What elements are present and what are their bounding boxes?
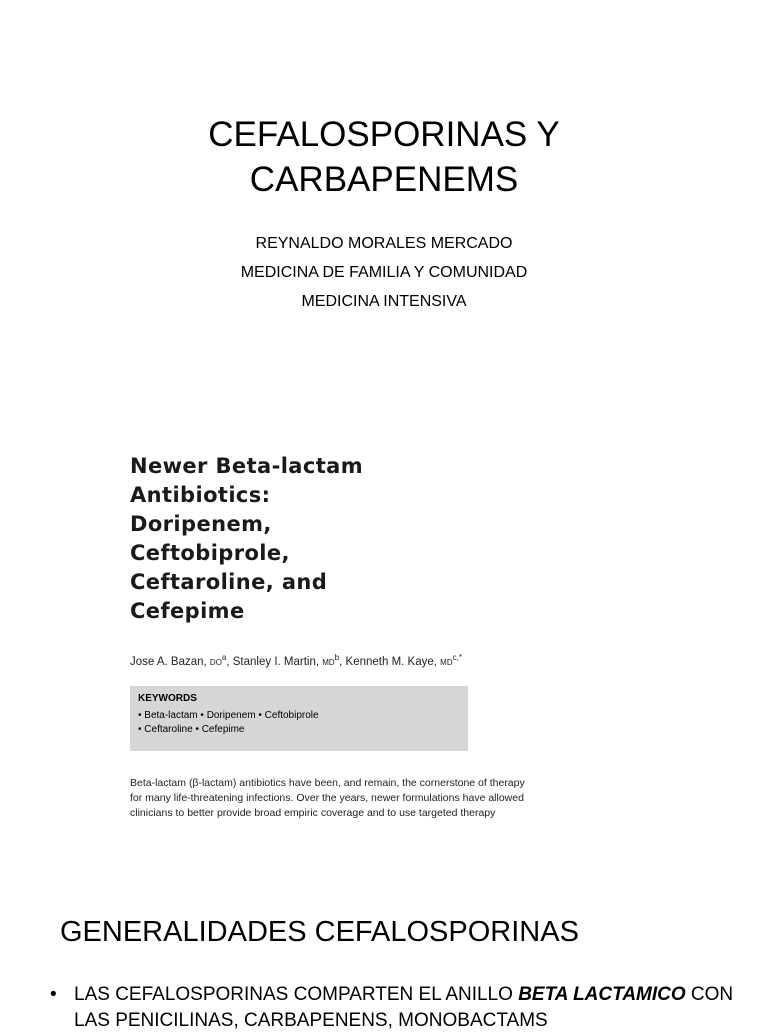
slide-title bbox=[0, 112, 768, 202]
title-line-2: CARBAPENEMS bbox=[249, 160, 519, 199]
department-2: MEDICINA INTENSIVA bbox=[301, 293, 467, 310]
bullet-text bbox=[74, 982, 740, 1034]
article-title-line: Cefepime bbox=[130, 599, 245, 623]
author-3-affiliation: c,* bbox=[452, 653, 462, 662]
abstract-line: clinicians to better provide broad empiric coverage and to use targeted therapy bbox=[130, 806, 496, 819]
article-authors bbox=[130, 653, 575, 668]
bullet-text-end: CON bbox=[685, 984, 734, 1005]
keywords-heading: KEYWORDS bbox=[138, 692, 197, 704]
article-title-line: Antibiotics: bbox=[130, 483, 271, 507]
author-3-name: , Kenneth M. Kaye, bbox=[339, 655, 441, 668]
slide-subtitle bbox=[0, 229, 768, 316]
title-line-1: CEFALOSPORINAS Y bbox=[208, 115, 560, 154]
keywords-line: • Beta-lactam • Doripenem • Ceftobiprole bbox=[138, 709, 319, 721]
bullet-marker: • bbox=[50, 984, 57, 1005]
author-1-degree: DO bbox=[209, 657, 222, 667]
keywords-line: • Ceftaroline • Cefepime bbox=[138, 723, 245, 735]
article-title bbox=[130, 452, 430, 626]
bullet-item bbox=[50, 982, 740, 1034]
author-name: REYNALDO MORALES MERCADO bbox=[255, 235, 513, 252]
article-title-line: Ceftobiprole, bbox=[130, 541, 290, 565]
bullet-text-start: LAS CEFALOSPORINAS COMPARTEN EL ANILLO bbox=[74, 984, 519, 1005]
department-1: MEDICINA DE FAMILIA Y COMUNIDAD bbox=[240, 264, 528, 281]
article-title-line: Ceftaroline, and bbox=[130, 570, 328, 594]
article-abstract bbox=[130, 776, 575, 821]
abstract-line: Beta-lactam (β-lactam) antibiotics have been, and remain, the cornerstone of therapy bbox=[130, 776, 525, 789]
author-2-degree: MD bbox=[322, 657, 335, 667]
bullet-emphasis: BETA LACTAMICO bbox=[518, 984, 686, 1005]
bullet-text-line-2: LAS PENICILINAS, CARBAPENENS, MONOBACTAMS bbox=[74, 1010, 548, 1031]
article-title-line: Newer Beta-lactam bbox=[130, 454, 364, 478]
author-2-name: , Stanley I. Martin, bbox=[226, 655, 323, 668]
author-3-degree: MD bbox=[440, 657, 453, 667]
article-title-line: Doripenem, bbox=[130, 512, 272, 536]
keywords-box bbox=[130, 686, 468, 751]
section-heading: GENERALIDADES CEFALOSPORINAS bbox=[60, 916, 579, 948]
article-excerpt-image bbox=[130, 452, 575, 821]
author-1-affiliation: a bbox=[221, 653, 227, 662]
author-2-affiliation: b bbox=[334, 653, 340, 662]
abstract-line: for many life-threatening infections. Over the years, newer formulations have allowed bbox=[130, 791, 524, 804]
author-1-name: Jose A. Bazan, bbox=[130, 655, 210, 668]
